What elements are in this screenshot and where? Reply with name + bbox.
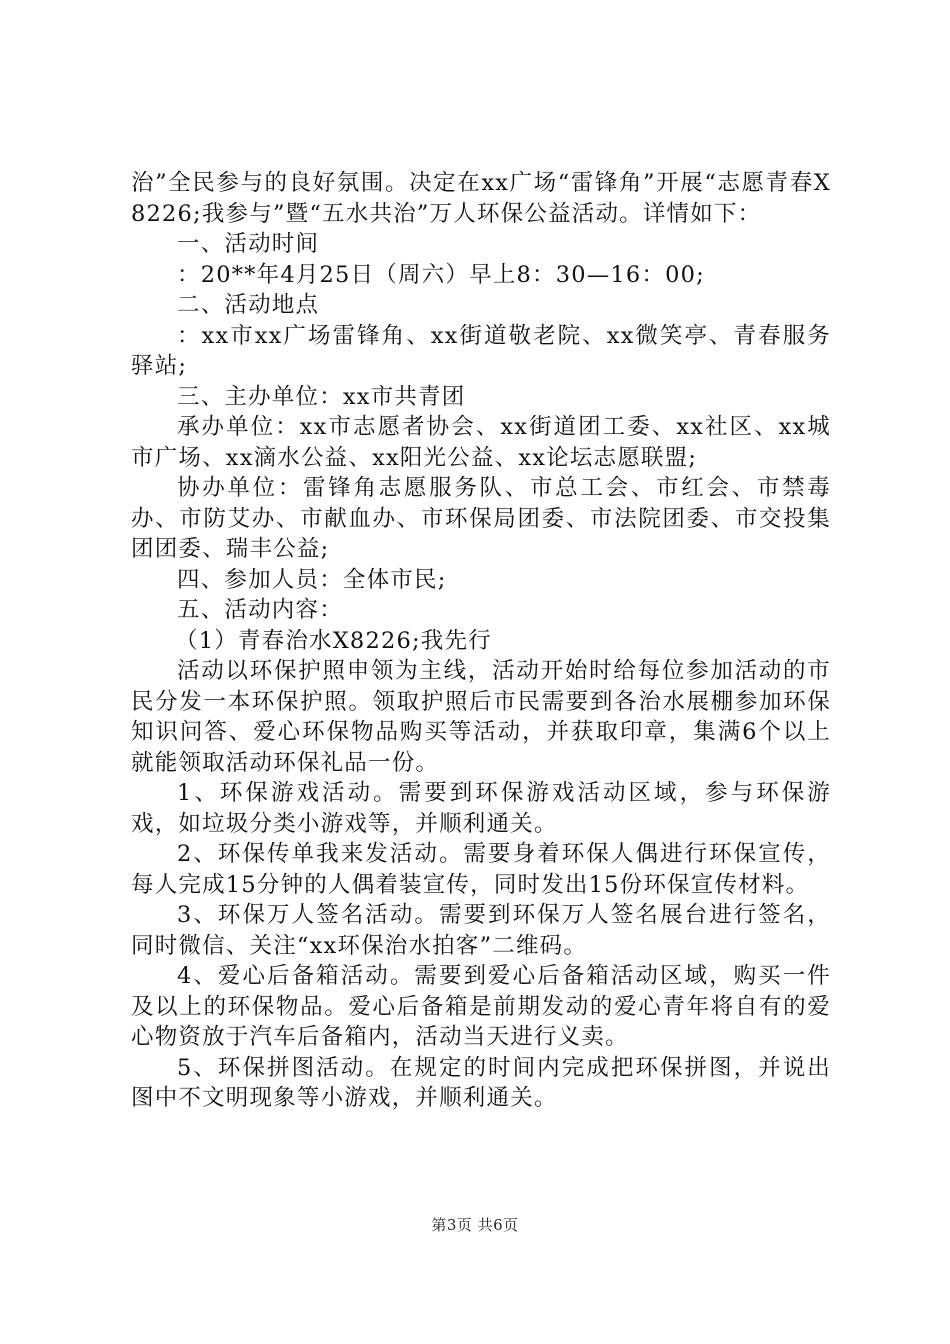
heading-activity-time: 一、活动时间 [177,231,320,257]
page-number-footer: 第3页 共6页 [431,1216,519,1234]
paragraph-co-organizer-units: 协办单位：雷锋角志愿服务队、市总工会、市红会、市禁毒办、市防艾办、市献血办、市环保局团委、市法院团委、市交投集团团委、瑞丰公益; [131,475,831,562]
paragraph-host-unit: 三、主办单位：xx市共青团 [177,383,466,410]
paragraph-item-3: 3、环保万人签名活动。需要到环保万人签名展台进行签名，同时微信、关注“xx环保治水拍客”二维码。 [131,902,831,959]
paragraph-passport-mainline: 活动以环保护照申领为主线，活动开始时给每位参加活动的市民分发一本环保护照。领取护照后市民需要到各治水展棚参加环保知识问答、爱心环保物品购买等活动，并获取印章，集满6个以上就能领取活动环保礼品一份。 [131,658,831,776]
paragraph-item-1: 1、环保游戏活动。需要到环保游戏活动区域，参与环保游戏，如垃圾分类小游戏等，并顺利通关。 [131,780,831,837]
paragraph-item-2: 2、环保传单我来发活动。需要身着环保人偶进行环保宣传，每人完成15分钟的人偶着装宣传，同时发出15份环保宣传材料。 [131,841,831,898]
paragraph-activity-location: ：xx市xx广场雷锋角、xx街道敬老院、xx微笑亭、青春服务驿站; [131,322,831,379]
document-body [131,168,831,1114]
paragraph-item-4: 4、爱心后备箱活动。需要到爱心后备箱活动区域，购买一件及以上的环保物品。爱心后备箱是前期发动的爱心青年将自有的爱心物资放于汽车后备箱内，活动当天进行义卖。 [131,963,831,1050]
paragraph-activity-time: ：20**年4月25日（周六）早上8：30—16：00; [177,261,705,288]
paragraph-intro: 治”全民参与的良好氛围。决定在xx广场“雷锋角”开展“志愿青春X8226;我参与”暨“五水共治”万人环保公益活动。详情如下： [131,170,831,227]
heading-activity-location: 二、活动地点 [177,292,320,318]
paragraph-organizer-units: 承办单位：xx市志愿者协会、xx街道团工委、xx社区、xx城市广场、xx滴水公益、xx阳光公益、xx论坛志愿联盟; [131,414,831,471]
paragraph-participants: 四、参加人员：全体市民; [177,566,447,593]
paragraph-item-5: 5、环保拼图活动。在规定的时间内完成把环保拼图，并说出图中不文明现象等小游戏，并顺利通关。 [131,1054,831,1111]
heading-section-1: （1）青春治水X8226;我先行 [175,627,492,654]
heading-activity-content: 五、活动内容： [177,597,343,623]
